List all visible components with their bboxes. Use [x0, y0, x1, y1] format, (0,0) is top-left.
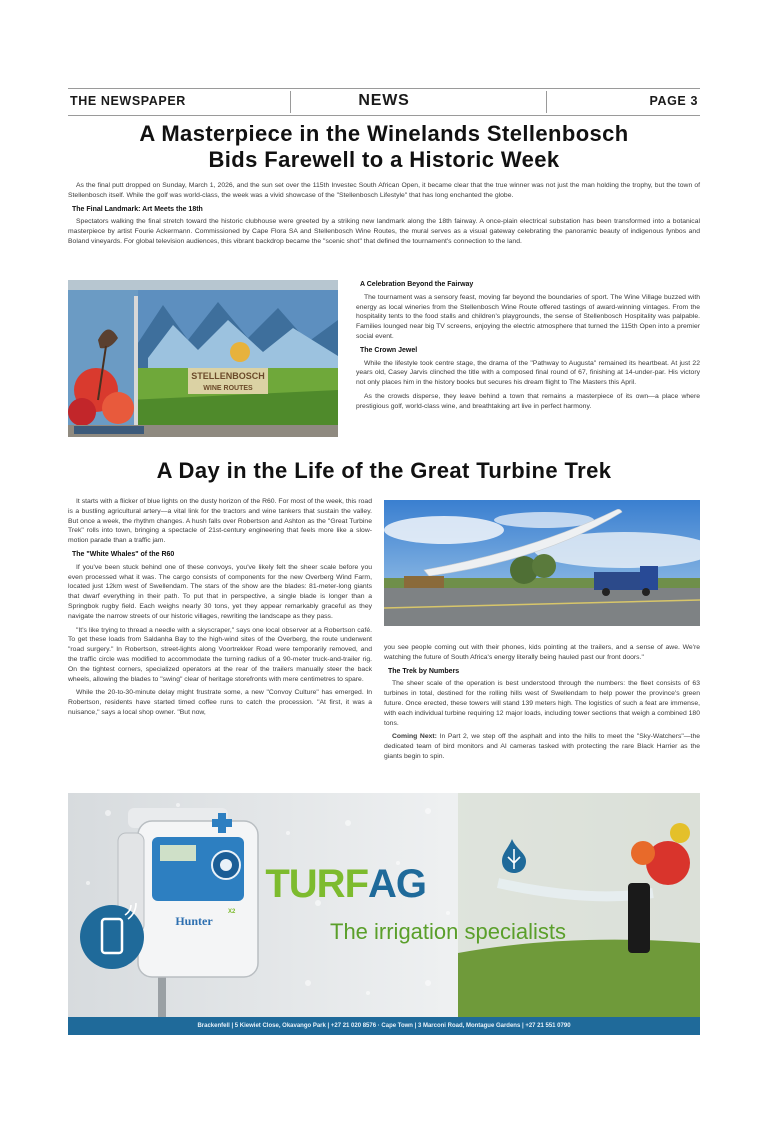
mural-illustration	[68, 280, 338, 437]
coming-next-text: In Part 2, we step off the asphalt and into the hills to meet the "Sky-Watchers"—the dedicated team of bird monitors and AI cameras tasked with protecting the rare Black Harrier as the giants begin to spin.	[384, 733, 701, 760]
ad-artwork	[68, 793, 700, 1035]
ad-footer-contact: Brackenfell | 5 Kiewiet Close, Okavango Park | +27 21 020 8576 · Cape Town | 3 Marconi Road, Montague Gardens | +27 21 551 0790	[68, 1017, 700, 1035]
masthead	[68, 88, 700, 116]
turfag-advertisement[interactable]	[68, 793, 700, 1035]
article1-paragraph: As the crowds disperse, they leave behind a town that remains a masterpiece of its own—a place where prestigious golf, world-class wine, and breathtaking art live in perfect harmony.	[356, 392, 700, 410]
article1-headline	[68, 121, 700, 173]
article1-paragraph: While the lifestyle took centre stage, the drama of the "Pathway to Augusta" remained its heartbeat. At just 22 years old, Casey Jarvis clinched the title with a composed final round of 67, finishing at 14-under-par. His victory not only places him in the history books but secures his dream flight to The Masters this April.	[356, 359, 700, 387]
article2-coming-next	[384, 732, 700, 761]
article2-paragraph: If you've been stuck behind one of these convoys, you've likely felt the sheer scale before you even processed what it was. The cargo consists of components for the new Overberg Wind Farm, located just 12km west of Swellendam. The stars of the show are the blades: 81-meter-long giants that dwarf everything in their path. To put that in perspective, a single blade is longer than a Springbok rugby field. Each weighs nearly 30 tons, yet they appear remarkably graceful as they navigate the narrow streets of our historic villages, rewriting the landscape as they pass.	[68, 563, 372, 620]
newspaper-page	[68, 0, 700, 1125]
masthead-page-number: PAGE 3	[649, 94, 698, 108]
turbine-blade-photo	[384, 500, 700, 626]
article2-headline: A Day in the Life of the Great Turbine Trek	[156, 458, 612, 483]
article1-right-column	[356, 277, 700, 416]
masthead-paper-name: THE NEWSPAPER	[70, 94, 186, 108]
article2-paragraph: you see people coming out with their phones, kids pointing at the trailers, and a sense of awe. We're watching the future of South Africa's energy literally being hauled past our front doors."	[384, 644, 700, 661]
mural-sign-line1: STELLENBOSCH	[191, 371, 265, 381]
ad-tagline: The irrigation specialists	[330, 919, 566, 944]
masthead-section: NEWS	[358, 92, 410, 109]
article1-headline-line2: Bids Farewell to a Historic Week	[208, 147, 560, 172]
controller-model: X2	[228, 909, 236, 915]
article1-paragraph: Spectators walking the final stretch toward the historic clubhouse were greeted by a striking new landmark along the 18th fairway. A once-plain electrical substation has been transformed into a botanical masterpiece by artist Fourie Ackermann. Commissioned by Cape Flora SA and Stellenbosch Wine Routes, the mural serves as a visual gateway celebrating the panoramic beauty of indigenous fynbos and Boland vineyards. For global television audiences, this vibrant backdrop became the "scenic shot" that defined the tournament's connection to the land.	[68, 218, 700, 245]
article2-right-column	[384, 643, 700, 766]
article1-intro-block	[68, 181, 700, 251]
article2-paragraph: "It's like trying to thread a needle with a skyscraper," says one local observer at a Robertson café. To get these loads from Saldanha Bay to the high-wind sites of the Overberg, the route underwent "road surgery." In Robertson, street-lights along Voortrekker Road were temporarily removed, and the traffic circle was modified to accommodate the turning radius of a 90-meter truck-and-trailer rig. On the tightest corners, specialized operators at the rear of the trailers manually steer the back wheels, allowing the blades to "swing" clear of heritage storefronts with mere centimetres to spare.	[68, 626, 372, 683]
brand-turf: TURF	[265, 862, 368, 906]
article1-subhead-crown-jewel: The Crown Jewel	[360, 346, 418, 354]
article2-paragraph: While the 20-to-30-minute delay might frustrate some, a new "Convoy Culture" has emerged. In Robertson, residents have started timed coffee runs to catch the procession. "At first, it was a nuisance," says a local shop owner. "But now,	[68, 689, 372, 716]
article2-paragraph: The sheer scale of the operation is best understood through the numbers: the fleet consists of 63 turbines in total, destined for the rolling hills west of Swellendam to help power the province's green future. Once erected, these towers will stand 139 meters high. The logistics of such a feat are immense, with each individual turbine requiring 12 major loads, including tower sections that weigh a combined 180 tons.	[384, 680, 700, 727]
mural-sign-line2: WINE ROUTES	[203, 385, 253, 392]
brand-ag: AG	[368, 862, 426, 906]
mural-photo	[68, 280, 338, 437]
article1-headline-line1: A Masterpiece in the Winelands Stellenbosch	[139, 121, 629, 146]
masthead-divider	[546, 91, 547, 113]
controller-brand: Hunter	[175, 914, 213, 928]
article1-paragraph: The tournament was a sensory feast, moving far beyond the boundaries of sport. The Wine Village buzzed with energy as local wineries from the Stellenbosch Wine Route offered tastings of award-winning vintages. From the hospitality tents to the food stalls and children's playgrounds, the sense of Stellenbosch Hospitality was palpable. Families lounged near big TV screens, enjoying the electric atmosphere that turned the 115th Open into a premier social event.	[356, 293, 700, 340]
article1-subhead-celebration: A Celebration Beyond the Fairway	[360, 281, 474, 288]
article1-intro: As the final putt dropped on Sunday, March 1, 2026, and the sun set over the 115th Investec South African Open, it became clear that the true winner was not just the man holding the trophy, but the town of Stellenbosch itself. While the golf was world-class, the week was a vivid showcase of the "Stellenbosch Lifestyle" that has long enchanted the globe.	[68, 182, 700, 199]
coming-next-label: Coming Next:	[392, 733, 437, 741]
article1-subhead-landmark: The Final Landmark: Art Meets the 18th	[72, 205, 203, 213]
article2-subhead-white-whales: The "White Whales" of the R60	[72, 550, 175, 558]
article2-paragraph: It starts with a flicker of blue lights on the dusty horizon of the R60. For most of the week, this road is a bustling agricultural artery—a vital link for the tractors and wine tankers that sustain the valley. But once a week, the rhythm changes. A hush falls over Robertson and Ashton as the "Great Turbine Trek" rolls into town, bringing a spectacle of 21st-century engineering that feels more like a slow-motion parade than a traffic jam.	[68, 498, 372, 545]
article2-left-column	[68, 497, 372, 722]
article2-subhead-numbers: The Trek by Numbers	[388, 667, 460, 675]
turbine-blade-illustration	[384, 500, 700, 626]
